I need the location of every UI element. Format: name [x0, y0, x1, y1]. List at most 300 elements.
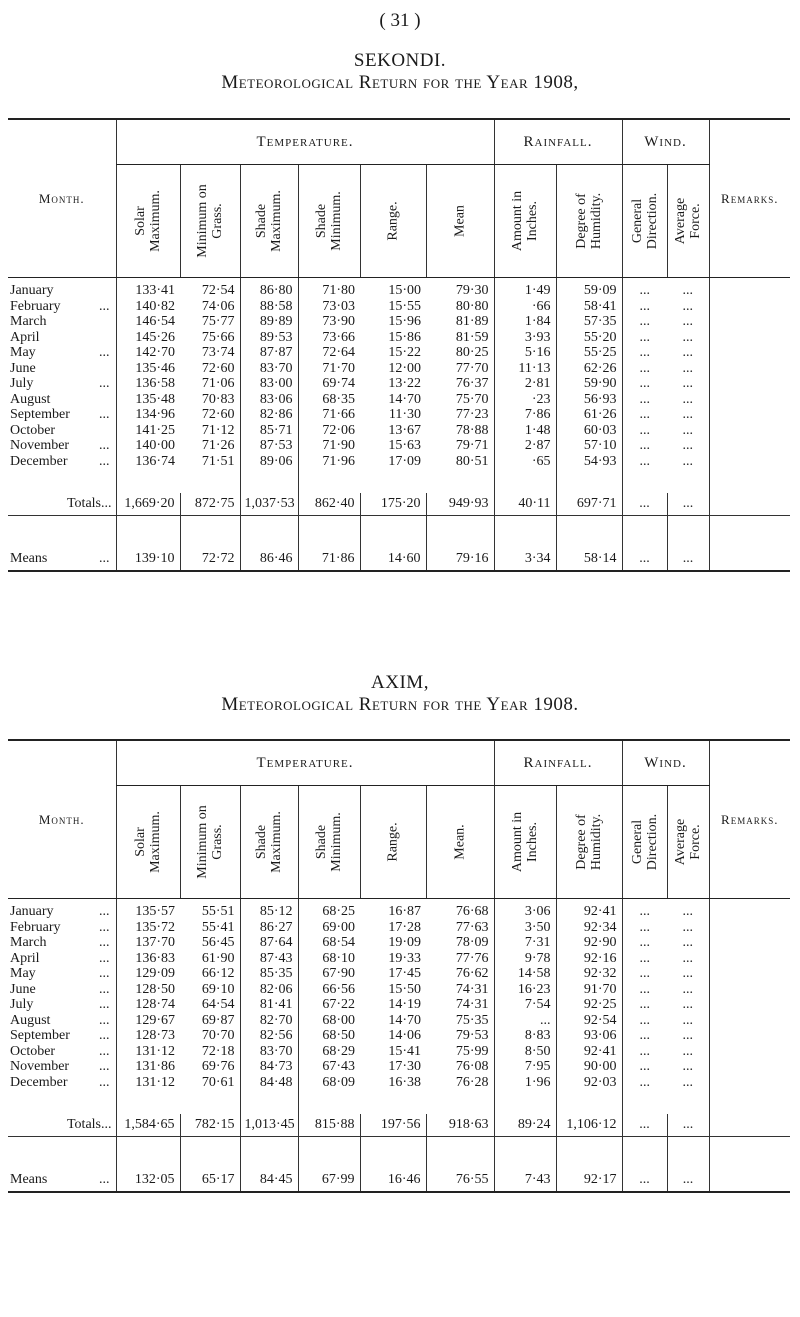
axim-title: AXIM, — [371, 672, 429, 693]
value-cell: ... — [622, 1075, 667, 1091]
value-cell: 92·17 — [556, 1169, 622, 1192]
remarks-cell — [709, 997, 790, 1013]
value-cell: ... — [682, 376, 693, 391]
remarks-header: Remarks. — [709, 119, 790, 278]
rainfall-header: Rainfall. — [494, 119, 622, 165]
value-cell: 58·14 — [556, 548, 622, 571]
remarks-cell — [709, 330, 790, 346]
value-cell: ... — [622, 899, 667, 920]
value-cell: 72·60 — [201, 360, 235, 376]
table-row — [8, 1028, 790, 1044]
month-label: September — [10, 407, 70, 422]
month-label: April — [10, 329, 40, 345]
value-cell: 140·82 — [116, 299, 180, 315]
value-cell: ... — [622, 1059, 667, 1075]
value-cell: 16·46 — [360, 1169, 426, 1192]
value-cell: 73·66 — [298, 330, 360, 346]
month-dots: ... — [99, 438, 110, 453]
month-cell — [8, 376, 116, 392]
value-cell: 128·74 — [116, 997, 180, 1013]
value-cell: 71·80 — [298, 278, 360, 299]
month-dots: ... — [99, 376, 110, 391]
value-cell: ... — [682, 1043, 693, 1059]
value-cell: 15·22 — [388, 345, 421, 360]
value-cell: 135·46 — [116, 361, 180, 377]
value-cell: ... — [682, 391, 693, 407]
month-dots: ... — [99, 407, 110, 422]
value-cell: 133·41 — [116, 278, 180, 299]
value-cell: 2·81 — [494, 376, 556, 392]
value-cell: 66·56 — [298, 982, 360, 998]
value-cell: 71·12 — [201, 422, 235, 438]
month-label: August — [10, 391, 51, 407]
value-cell: 14·60 — [360, 548, 426, 571]
range-header: Range. — [360, 786, 426, 899]
value-cell: 86·46 — [240, 548, 298, 571]
value-cell: 782·15 — [180, 1114, 240, 1137]
means-row — [8, 1169, 790, 1192]
month-dots: ... — [99, 950, 110, 966]
value-cell: ... — [622, 1169, 667, 1192]
value-cell: ... — [682, 981, 693, 997]
month-cell — [8, 314, 116, 330]
value-cell: 86·27 — [240, 920, 298, 936]
value-cell: 79·53 — [455, 1028, 489, 1043]
value-cell: 7·86 — [494, 407, 556, 423]
value-cell: 3·50 — [494, 920, 556, 936]
value-cell: ... — [682, 950, 693, 966]
value-cell: 61·26 — [556, 407, 622, 423]
month-cell — [8, 1075, 116, 1091]
totals-label: Totals... — [66, 496, 112, 512]
remarks-cell — [709, 407, 790, 423]
value-cell: ... — [682, 1059, 693, 1074]
value-cell: ... — [682, 919, 693, 935]
value-cell: 55·20 — [556, 330, 622, 346]
value-cell: 136·58 — [116, 376, 180, 392]
month-label: June — [10, 360, 36, 376]
value-cell: 55·51 — [201, 904, 235, 919]
remarks-cell — [709, 1028, 790, 1044]
value-cell: 81·59 — [455, 329, 489, 345]
value-cell: 54·93 — [556, 454, 622, 470]
value-cell: 16·23 — [494, 982, 556, 998]
totals-label: Totals... — [66, 1117, 112, 1133]
value-cell: 918·63 — [426, 1114, 494, 1137]
remarks-cell — [709, 392, 790, 408]
sekondi-table — [8, 118, 790, 572]
month-label: January — [10, 283, 54, 298]
table-row — [8, 951, 790, 967]
value-cell: 75·77 — [201, 314, 235, 329]
value-cell: 71·96 — [298, 454, 360, 470]
month-dots: ... — [99, 904, 110, 919]
value-cell: 131·86 — [116, 1059, 180, 1075]
axim-table — [8, 739, 790, 1193]
value-cell: 137·70 — [116, 935, 180, 951]
value-cell: 19·09 — [388, 935, 421, 950]
value-cell: 74·31 — [455, 981, 489, 997]
value-cell: 88·58 — [240, 299, 298, 315]
month-label: August — [10, 1012, 51, 1028]
value-cell: 17·28 — [388, 919, 421, 935]
value-cell: 19·33 — [388, 950, 421, 966]
value-cell: ... — [622, 299, 667, 315]
month-dots: ... — [99, 1012, 110, 1028]
remarks-cell — [709, 1059, 790, 1075]
value-cell: 135·48 — [116, 392, 180, 408]
remarks-cell — [709, 951, 790, 967]
remarks-cell — [709, 278, 790, 299]
value-cell: ... — [667, 1169, 709, 1192]
remarks-cell — [709, 935, 790, 951]
value-cell: 82·86 — [240, 407, 298, 423]
value-cell: 16·87 — [388, 904, 421, 919]
value-cell: 76·08 — [455, 1059, 489, 1074]
value-cell: 136·83 — [116, 951, 180, 967]
value-cell: 67·90 — [298, 966, 360, 982]
value-cell: 87·64 — [240, 935, 298, 951]
value-cell: ... — [622, 935, 667, 951]
value-cell: 92·41 — [556, 899, 622, 920]
value-cell: 175·20 — [360, 493, 426, 516]
table-row — [8, 423, 790, 439]
month-label: May — [10, 966, 36, 981]
value-cell: 92·03 — [556, 1075, 622, 1091]
value-cell: 71·70 — [298, 361, 360, 377]
value-cell: 71·86 — [298, 548, 360, 571]
value-cell: 69·87 — [201, 1012, 235, 1028]
table-row — [8, 1044, 790, 1060]
value-cell: 197·56 — [360, 1114, 426, 1137]
remarks-cell — [709, 493, 790, 516]
value-cell: 73·74 — [201, 345, 235, 360]
value-cell: 79·71 — [455, 438, 489, 453]
value-cell: 1·49 — [494, 278, 556, 299]
month-cell — [8, 1028, 116, 1044]
sekondi-subtitle: Meteorological Return for the Year 1908, — [221, 72, 579, 93]
value-cell: 17·09 — [388, 453, 421, 469]
value-cell: 69·76 — [201, 1059, 235, 1074]
value-cell: ... — [622, 376, 667, 392]
value-cell: ... — [682, 904, 693, 919]
value-cell: ·23 — [494, 392, 556, 408]
value-cell: 76·62 — [455, 966, 489, 981]
value-cell: 85·71 — [240, 423, 298, 439]
value-cell: 57·10 — [556, 438, 622, 454]
remarks-cell — [709, 1044, 790, 1060]
value-cell: 92·54 — [556, 1013, 622, 1029]
value-cell: 15·41 — [388, 1043, 421, 1059]
value-cell: 145·26 — [116, 330, 180, 346]
means-row — [8, 548, 790, 571]
month-cell — [8, 361, 116, 377]
table-row — [8, 1013, 790, 1029]
value-cell: 128·73 — [116, 1028, 180, 1044]
value-cell: 68·35 — [298, 392, 360, 408]
value-cell: ... — [682, 407, 693, 422]
value-cell: 1,013·45 — [240, 1114, 298, 1137]
table-row — [8, 997, 790, 1013]
value-cell: 64·54 — [201, 997, 235, 1012]
value-cell: ... — [622, 920, 667, 936]
value-cell: 77·70 — [455, 360, 489, 376]
value-cell: 81·89 — [455, 314, 489, 329]
value-cell: 61·90 — [201, 950, 235, 966]
value-cell: 12·00 — [388, 360, 421, 376]
value-cell: 69·10 — [201, 981, 235, 997]
value-cell: 59·90 — [556, 376, 622, 392]
value-cell: ... — [682, 453, 693, 469]
table-row — [8, 299, 790, 315]
value-cell: 69·74 — [298, 376, 360, 392]
minimum-on-grass-header: Minimum on Grass. — [180, 786, 240, 899]
value-cell: 79·30 — [455, 283, 489, 298]
value-cell: ... — [682, 1028, 693, 1043]
month-label: November — [10, 1059, 70, 1074]
value-cell: 89·89 — [240, 314, 298, 330]
month-cell — [8, 330, 116, 346]
month-label: December — [10, 1074, 68, 1090]
month-label: January — [10, 904, 54, 919]
month-dots: ... — [99, 345, 110, 360]
value-cell: 70·61 — [201, 1074, 235, 1090]
month-label: March — [10, 935, 47, 950]
value-cell: 135·57 — [116, 899, 180, 920]
totals-label-cell — [8, 1114, 116, 1137]
month-cell — [8, 299, 116, 315]
value-cell: 7·43 — [494, 1169, 556, 1192]
value-cell: 134·96 — [116, 407, 180, 423]
value-cell: 58·41 — [556, 299, 622, 315]
means-label: Means — [10, 1172, 48, 1188]
value-cell: 3·34 — [494, 548, 556, 571]
remarks-cell — [709, 548, 790, 571]
value-cell: 73·03 — [298, 299, 360, 315]
value-cell: 82·56 — [240, 1028, 298, 1044]
value-cell: 697·71 — [556, 493, 622, 516]
value-cell: 80·51 — [455, 453, 489, 469]
value-cell: ... — [622, 278, 667, 299]
value-cell: 62·26 — [556, 361, 622, 377]
sekondi-title: SEKONDI. — [353, 50, 447, 71]
value-cell: ... — [622, 1013, 667, 1029]
month-label: July — [10, 376, 34, 391]
value-cell: 1,037·53 — [240, 493, 298, 516]
value-cell: ... — [682, 935, 693, 950]
month-cell — [8, 392, 116, 408]
value-cell: 68·50 — [298, 1028, 360, 1044]
value-cell: ... — [622, 407, 667, 423]
value-cell: 71·26 — [201, 438, 235, 453]
value-cell: 129·09 — [116, 966, 180, 982]
value-cell: ... — [682, 422, 693, 438]
value-cell: 15·55 — [388, 298, 421, 314]
value-cell: 15·00 — [388, 283, 421, 298]
value-cell: 79·16 — [426, 548, 494, 571]
axim-table-body — [8, 899, 790, 1193]
rainfall-header: Rainfall. — [494, 740, 622, 786]
value-cell: 136·74 — [116, 454, 180, 470]
month-label: July — [10, 997, 34, 1012]
value-cell: ... — [682, 966, 693, 981]
means-dots: ... — [99, 551, 110, 567]
solar-maximum-header: Solar Maximum. — [116, 786, 180, 899]
general-direction-header: General Direction. — [622, 786, 667, 899]
sekondi-table-header — [8, 119, 790, 278]
month-cell — [8, 423, 116, 439]
value-cell: 82·70 — [240, 1013, 298, 1029]
value-cell: 67·99 — [298, 1169, 360, 1192]
value-cell: ... — [622, 1028, 667, 1044]
value-cell: 815·88 — [298, 1114, 360, 1137]
table-row — [8, 454, 790, 470]
value-cell: 76·28 — [455, 1074, 489, 1090]
value-cell: 15·50 — [388, 981, 421, 997]
value-cell: 132·05 — [116, 1169, 180, 1192]
value-cell: ... — [622, 982, 667, 998]
value-cell: ... — [622, 966, 667, 982]
month-label: November — [10, 438, 70, 453]
value-cell: ... — [682, 298, 693, 314]
value-cell: 71·66 — [298, 407, 360, 423]
value-cell: 17·30 — [388, 1059, 421, 1074]
totals-row — [8, 1114, 790, 1137]
table-row — [8, 278, 790, 299]
value-cell: ... — [622, 454, 667, 470]
month-dots: ... — [99, 935, 110, 950]
value-cell: 146·54 — [116, 314, 180, 330]
value-cell: 13·67 — [388, 422, 421, 438]
value-cell: ... — [622, 330, 667, 346]
table-row — [8, 361, 790, 377]
month-dots: ... — [99, 1059, 110, 1074]
month-cell — [8, 982, 116, 998]
month-cell — [8, 407, 116, 423]
table-row — [8, 438, 790, 454]
remarks-cell — [709, 1169, 790, 1192]
value-cell: 89·53 — [240, 330, 298, 346]
value-cell: 86·80 — [240, 278, 298, 299]
value-cell: 92·25 — [556, 997, 622, 1013]
value-cell: ... — [682, 1012, 693, 1028]
month-label: December — [10, 453, 68, 469]
value-cell: ·65 — [494, 454, 556, 470]
value-cell: 90·00 — [556, 1059, 622, 1075]
month-cell — [8, 1044, 116, 1060]
value-cell: 7·31 — [494, 935, 556, 951]
axim-table-header — [8, 740, 790, 899]
mean-header: Mean — [426, 165, 494, 278]
value-cell: 92·90 — [556, 935, 622, 951]
value-cell: 17·45 — [388, 966, 421, 981]
remarks-cell — [709, 454, 790, 470]
value-cell: 1,669·20 — [116, 493, 180, 516]
remarks-cell — [709, 982, 790, 998]
value-cell: 84·73 — [240, 1059, 298, 1075]
means-label-cell — [8, 1169, 116, 1192]
value-cell: 74·06 — [201, 298, 235, 314]
means-label: Means — [10, 551, 48, 567]
table-row — [8, 407, 790, 423]
remarks-cell — [709, 1114, 790, 1137]
month-label: April — [10, 950, 40, 966]
value-cell: 68·00 — [298, 1013, 360, 1029]
remarks-cell — [709, 423, 790, 439]
value-cell: ... — [667, 493, 709, 516]
value-cell: 139·10 — [116, 548, 180, 571]
value-cell: 68·10 — [298, 951, 360, 967]
month-dots: ... — [99, 997, 110, 1012]
month-dots: ... — [99, 298, 110, 314]
sekondi-table-body — [8, 278, 790, 572]
month-header: Month. — [8, 740, 116, 899]
value-cell: 65·17 — [180, 1169, 240, 1192]
value-cell: ... — [682, 438, 693, 453]
value-cell: 87·53 — [240, 438, 298, 454]
value-cell: 60·03 — [556, 423, 622, 439]
amount-in-inches-header: Amount in Inches. — [494, 786, 556, 899]
value-cell: 15·96 — [388, 314, 421, 329]
value-cell: 14·06 — [388, 1028, 421, 1043]
month-label: September — [10, 1028, 70, 1043]
degree-of-humidity-header: Degree of Humidity. — [556, 786, 622, 899]
value-cell: 73·90 — [298, 314, 360, 330]
value-cell: 91·70 — [556, 982, 622, 998]
value-cell: 71·06 — [201, 376, 235, 391]
value-cell: 68·29 — [298, 1044, 360, 1060]
value-cell: 1,584·65 — [116, 1114, 180, 1137]
means-dots: ... — [99, 1172, 110, 1188]
value-cell: 1·96 — [494, 1075, 556, 1091]
month-cell — [8, 966, 116, 982]
remarks-cell — [709, 361, 790, 377]
month-dots: ... — [99, 1028, 110, 1043]
month-label: October — [10, 422, 56, 438]
value-cell: 72·18 — [201, 1043, 235, 1059]
value-cell: ... — [682, 997, 693, 1012]
value-cell: 14·70 — [388, 1012, 421, 1028]
value-cell: 7·54 — [494, 997, 556, 1013]
value-cell: 55·25 — [556, 345, 622, 361]
value-cell: 55·41 — [201, 919, 235, 935]
value-cell: 78·09 — [455, 935, 489, 950]
month-cell — [8, 935, 116, 951]
value-cell: 3·93 — [494, 330, 556, 346]
value-cell: ... — [622, 997, 667, 1013]
month-label: June — [10, 981, 36, 997]
value-cell: 15·63 — [388, 438, 421, 453]
value-cell: 1·84 — [494, 314, 556, 330]
value-cell: 81·41 — [240, 997, 298, 1013]
value-cell: 128·50 — [116, 982, 180, 998]
shade-minimum-header: Shade Minimum. — [298, 165, 360, 278]
value-cell: ... — [494, 1013, 556, 1029]
value-cell: 949·93 — [426, 493, 494, 516]
value-cell: 68·54 — [298, 935, 360, 951]
value-cell: ... — [622, 1044, 667, 1060]
wind-header: Wind. — [622, 119, 709, 165]
value-cell: 141·25 — [116, 423, 180, 439]
month-label: February — [10, 919, 61, 935]
value-cell: ... — [622, 1114, 667, 1137]
value-cell: 83·70 — [240, 1044, 298, 1060]
value-cell: 74·31 — [455, 997, 489, 1012]
value-cell: 68·25 — [298, 899, 360, 920]
value-cell: 71·51 — [201, 453, 235, 469]
month-label: October — [10, 1043, 56, 1059]
value-cell: 131·12 — [116, 1075, 180, 1091]
